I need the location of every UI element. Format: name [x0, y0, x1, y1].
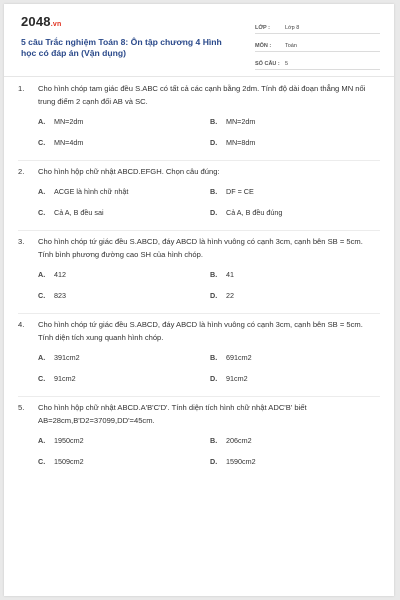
meta-label: MÔN :: [255, 43, 272, 49]
option-text: 91cm2: [226, 374, 248, 383]
question-divider: [18, 396, 380, 397]
option-letter: C.: [38, 374, 46, 383]
document-header: [4, 4, 394, 76]
option-a[interactable]: [38, 186, 210, 197]
site-logo[interactable]: [21, 14, 61, 29]
option-text: Cả A, B đều đúng: [226, 208, 283, 217]
question-4: [18, 318, 378, 384]
option-text: 206cm2: [226, 436, 252, 445]
option-letter: C.: [38, 291, 46, 300]
option-text: 41: [226, 270, 234, 279]
option-text: DF = CE: [226, 187, 254, 196]
question-5: [18, 401, 378, 467]
options-grid: [38, 186, 378, 218]
option-a[interactable]: [38, 352, 210, 363]
option-letter: A.: [38, 436, 46, 445]
question-1: [18, 82, 378, 148]
document-meta: [255, 18, 380, 72]
question-number: 4.: [18, 320, 25, 329]
option-letter: B.: [210, 187, 218, 196]
option-letter: D.: [210, 374, 218, 383]
option-text: ACGE là hình chữ nhật: [54, 187, 129, 196]
option-text: 1950cm2: [54, 436, 84, 445]
option-a[interactable]: [38, 269, 210, 280]
option-letter: D.: [210, 208, 218, 217]
options-grid: [38, 352, 378, 384]
meta-row-subject: [255, 36, 380, 52]
option-text: 1509cm2: [54, 457, 84, 466]
meta-value: Toán: [285, 43, 297, 49]
question-number: 5.: [18, 403, 25, 412]
option-b[interactable]: [210, 116, 382, 127]
option-d[interactable]: [210, 373, 382, 384]
meta-value: 5: [285, 61, 289, 67]
option-letter: D.: [210, 138, 218, 147]
option-letter: B.: [210, 117, 218, 126]
option-text: 412: [54, 270, 66, 279]
option-b[interactable]: [210, 352, 382, 363]
option-d[interactable]: [210, 456, 382, 467]
question-text: Cho hình chóp tứ giác đều S.ABCD, đáy ABCD là hình vuông có cạnh 3cm, cạnh bên SB = 5cm. Tính diện tích xung quanh hình chóp.: [38, 320, 363, 342]
logo-suffix: .vn: [50, 21, 62, 28]
option-letter: D.: [210, 291, 218, 300]
options-grid: [38, 269, 378, 301]
option-b[interactable]: [210, 269, 382, 280]
option-text: 391cm2: [54, 353, 80, 362]
option-c[interactable]: [38, 207, 210, 218]
question-divider: [18, 313, 380, 314]
option-letter: A.: [38, 187, 46, 196]
question-number: 1.: [18, 84, 25, 93]
question-text: Cho hình chóp tam giác đều S.ABC có tất cả các cạnh bằng 2dm. Tính độ dài đoạn thẳng MN nối trung điểm 2 cạnh đối AB và SC.: [38, 84, 366, 106]
question-number: 3.: [18, 237, 25, 246]
option-c[interactable]: [38, 290, 210, 301]
option-d[interactable]: [210, 207, 382, 218]
option-letter: A.: [38, 117, 46, 126]
option-text: 823: [54, 291, 66, 300]
option-letter: D.: [210, 457, 218, 466]
option-text: 1590cm2: [226, 457, 256, 466]
document-title: 5 câu Trắc nghiệm Toán 8: Ôn tập chương 4 Hình học có đáp án (Vận dụng): [21, 37, 222, 58]
header-divider: [4, 76, 394, 77]
option-letter: B.: [210, 353, 218, 362]
question-number: 2.: [18, 167, 25, 176]
option-text: 91cm2: [54, 374, 76, 383]
option-b[interactable]: [210, 435, 382, 446]
question-text: Cho hình chóp tứ giác đều S.ABCD, đáy ABCD là hình vuông có cạnh 3cm, cạnh bên SB = 5cm. Tính bình phương đường cao SH của hình chóp.: [38, 237, 363, 259]
option-d[interactable]: [210, 290, 382, 301]
question-divider: [18, 160, 380, 161]
option-letter: B.: [210, 270, 218, 279]
option-c[interactable]: [38, 373, 210, 384]
option-letter: C.: [38, 208, 46, 217]
option-c[interactable]: [38, 456, 210, 467]
question-2: [18, 165, 378, 218]
logo-text: 2048: [21, 14, 51, 29]
option-text: 691cm2: [226, 353, 252, 362]
options-grid: [38, 116, 378, 148]
option-letter: B.: [210, 436, 218, 445]
option-letter: A.: [38, 270, 46, 279]
question-divider: [18, 230, 380, 231]
option-text: MN=2dm: [54, 117, 84, 126]
meta-row-class: [255, 18, 380, 34]
option-a[interactable]: [38, 116, 210, 127]
option-b[interactable]: [210, 186, 382, 197]
document-page: [4, 4, 394, 596]
option-text: MN=4dm: [54, 138, 84, 147]
option-c[interactable]: [38, 137, 210, 148]
option-a[interactable]: [38, 435, 210, 446]
option-text: Cả A, B đều sai: [54, 208, 104, 217]
option-d[interactable]: [210, 137, 382, 148]
question-3: [18, 235, 378, 301]
meta-label: LỚP :: [255, 25, 270, 31]
option-letter: C.: [38, 457, 46, 466]
option-letter: A.: [38, 353, 46, 362]
meta-value: Lớp 8: [285, 25, 300, 31]
option-text: MN=8dm: [226, 138, 256, 147]
question-text: Cho hình hộp chữ nhật ABCD.A'B'C'D'. Tính diện tích hình chữ nhật ADC'B' biết AB=28cm,B'D2=37099,DD'=45cm.: [38, 403, 307, 425]
option-letter: C.: [38, 138, 46, 147]
meta-label: SỐ CÂU :: [255, 61, 280, 67]
meta-row-count: [255, 54, 380, 70]
options-grid: [38, 435, 378, 467]
option-text: 22: [226, 291, 234, 300]
option-text: MN=2dm: [226, 117, 256, 126]
question-text: Cho hình hộp chữ nhật ABCD.EFGH. Chọn câu đúng:: [38, 167, 220, 176]
